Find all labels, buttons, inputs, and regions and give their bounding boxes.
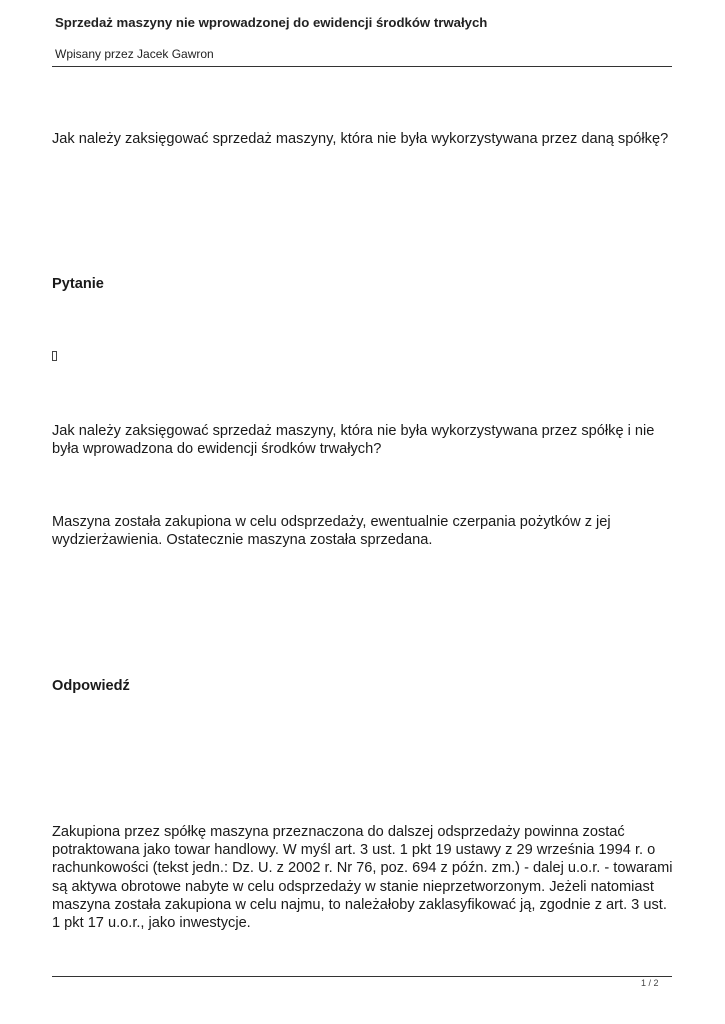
intro-question: Jak należy zaksięgować sprzedaż maszyny, która nie była wykorzystywana przez daną spółkę?: [52, 131, 669, 147]
page-number: 1 / 2: [641, 978, 659, 988]
header-divider: [52, 66, 672, 67]
answer-heading: Odpowiedź: [52, 678, 130, 694]
author-line: Wpisany przez Jacek Gawron: [55, 47, 214, 61]
question-paragraph: Jak należy zaksięgować sprzedaż maszyny, która nie była wykorzystywana przez spółkę i nie była wprowadzona do ewidencji środków trwałych?: [52, 423, 655, 458]
question-paragraph: Maszyna została zakupiona w celu odsprzedaży, ewentualnie czerpania pożytków z jej wydzierżawienia. Ostatecznie maszyna została sprzedana.: [52, 514, 611, 549]
footer-divider: [52, 976, 672, 977]
missing-glyph-icon: [52, 351, 57, 361]
question-heading: Pytanie: [52, 276, 104, 292]
document-title: Sprzedaż maszyny nie wprowadzonej do ewidencji środków trwałych: [55, 15, 488, 30]
answer-paragraph: Zakupiona przez spółkę maszyna przeznaczona do dalszej odsprzedaży powinna zostać potraktowana jako towar handlowy. W myśl art. 3 ust. 1 pkt 19 ustawy z 29 września 1994 r. o rachunkowości (tekst jedn.: Dz. U. z 2002 r. Nr 76, poz. 694 z późn. zm.) - dalej u.o.r. - towarami są aktywa obrotowe nabyte w celu odsprzedaży w stanie nieprzetworzonym. Jeżeli natomiast maszyna została zakupiona w celu najmu, to należałoby zaklasyfikować ją, zgodnie z art. 3 ust. 1 pkt 17 u.o.r., jako inwestycje.: [52, 824, 673, 932]
